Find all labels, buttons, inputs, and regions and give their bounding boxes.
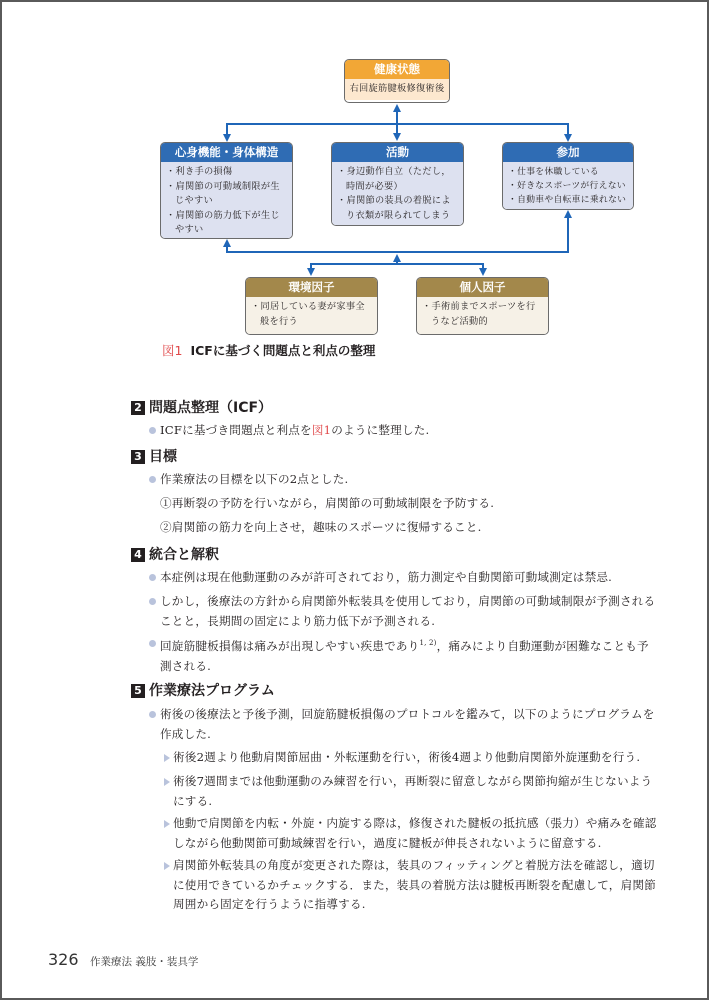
body-function-item: ・肩関節の可動域制限が生じやすい: [166, 180, 280, 206]
figure-caption: [162, 341, 375, 359]
health-condition-box: [344, 59, 450, 103]
program-item: 肩関節外転装具の角度が変更された際は，装具のフィッティングと着脱方法を確認し，適切に使用できているかチェックする．また，装具の着脱方法は腱板再断裂を配慮して，肩関節周囲から固定を行うように指導する.: [163, 856, 660, 915]
health-condition-title: 健康状態: [345, 60, 449, 79]
citation[interactable]: 1, 2): [419, 639, 437, 647]
environmental-factors-item: ・同居している妻が家事全般を行う: [251, 301, 365, 327]
participation-item: ・好きなスポーツが行えない: [508, 181, 626, 191]
section-heading-2: [131, 397, 272, 417]
program-item: 他動で肩関節を内転・外旋・内旋する際は，修復された腱板の抵抗感（張力）や痛みを確認しながら他動関節可動域練習を行い，過度に腱板が伸長されないように留意する.: [163, 814, 660, 853]
program-item: 術後7週間までは他動運動のみ練習を行い，再断裂に留意しながら関節拘縮が生じないようにする.: [163, 772, 660, 811]
environmental-factors-box: [245, 277, 378, 335]
program-item: 術後2週より他動肩関節屈曲・外転運動を行い，術後4週より他動肩関節外旋運動を行う.: [163, 748, 660, 768]
figure-caption-label: 図1: [162, 343, 183, 358]
s2-text: のように整理した.: [331, 423, 430, 437]
participation-item: ・自動車や自転車に乗れない: [508, 195, 627, 205]
activity-box: [331, 142, 464, 226]
s4-paragraph-3: [150, 634, 660, 676]
body-function-box: [160, 142, 293, 239]
section-number: 3: [131, 450, 145, 464]
activity-title: 活動: [332, 143, 463, 162]
connector-context-branch: [311, 264, 483, 272]
section-number: 2: [131, 401, 145, 415]
participation-title: 参加: [503, 143, 633, 162]
body-function-title: 心身機能・身体構造: [161, 143, 292, 162]
activity-item: ・身辺動作自立（ただし，時間が必要）: [337, 166, 451, 192]
participation-item: ・仕事を休職している: [508, 167, 599, 177]
s2-paragraph: [150, 421, 660, 441]
environmental-factors-title: 環境因子: [246, 278, 377, 297]
body-function-item: ・肩関節の筋力低下が生じやすい: [166, 209, 280, 235]
health-condition-body: 右回旋筋腱板修復術後: [345, 79, 449, 100]
s4-p3-text: ，痛みにより自動運動が困難なことも予測される.: [160, 639, 649, 673]
personal-factors-title: 個人因子: [417, 278, 548, 297]
section-heading-5: [131, 680, 275, 700]
goal-1: ①再断裂の予防を行いながら，肩関節の可動域制限を予防する.: [160, 496, 495, 510]
goal-2: ②肩関節の筋力を向上させ，趣味のスポーツに復帰すること.: [160, 520, 482, 534]
section-heading-3: [131, 446, 177, 466]
activity-item: ・肩関節の装具の着脱により衣類が限られてしまう: [337, 195, 451, 221]
section-title: 作業療法プログラム: [149, 683, 275, 699]
section-title: 問題点整理（ICF）: [149, 400, 273, 416]
section-title: 統合と解釈: [149, 547, 219, 563]
s2-text: ICFに基づき問題点と利点を: [160, 423, 312, 437]
personal-factors-box: [416, 277, 549, 335]
participation-box: [502, 142, 634, 210]
s4-paragraph-1: 本症例は現在他動運動のみが許可されており，筋力測定や自動関節可動域測定は禁忌.: [150, 568, 660, 588]
page-number: 326: [48, 950, 79, 969]
figure-caption-text: ICFに基づく問題点と利点の整理: [190, 343, 376, 358]
s3-intro: 作業療法の目標を以下の2点とした.: [150, 470, 660, 490]
running-footer-title: 作業療法 義肢・装具学: [90, 956, 199, 968]
s5-intro: 術後の後療法と予後予測，回旋筋腱板損傷のプロトコルを鑑みて，以下のようにプログラムを作成した.: [150, 705, 660, 744]
personal-factors-item: ・手術前までスポーツを行うなど活動的: [422, 301, 536, 327]
section-number: 4: [131, 548, 145, 562]
section-heading-4: [131, 544, 219, 564]
s4-paragraph-2: しかし，後療法の方針から肩関節外転装具を使用しており，肩関節の可動域制限が予測されることと，長期間の固定により筋力低下が予測される.: [150, 592, 660, 631]
body-function-item: ・利き手の損傷: [166, 166, 233, 177]
s4-p3-text: 回旋筋腱板損傷は痛みが出現しやすい疾患であり: [160, 639, 420, 653]
figure-ref-link[interactable]: 図1: [311, 423, 332, 437]
section-title: 目標: [149, 449, 177, 465]
section-number: 5: [131, 684, 145, 698]
